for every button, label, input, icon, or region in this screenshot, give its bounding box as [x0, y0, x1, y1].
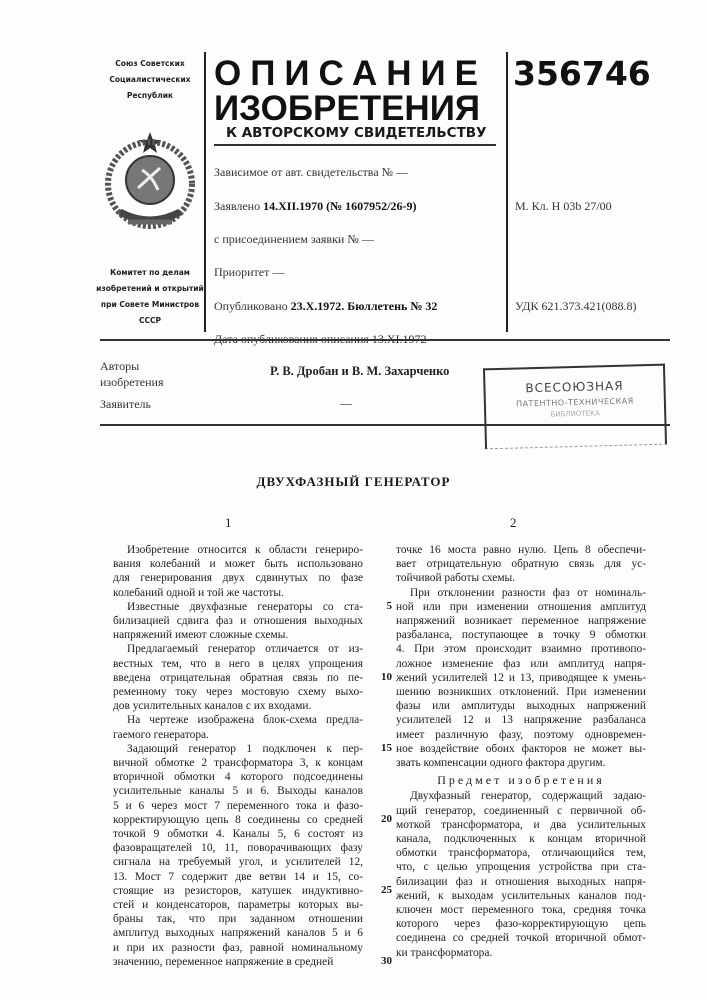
text-line: корректирующую цепь 8 соединены со средней: [113, 813, 363, 827]
stamp-line: ПАТЕНТНО-ТЕХНИЧЕСКАЯ: [486, 396, 664, 410]
text-line: жений усилителей 12 и 13, приводящее к умень-: [396, 671, 646, 685]
divider: [506, 52, 508, 332]
text-line: усилителей 12 и 13 напряжение разбаланса: [396, 713, 646, 727]
divider: [100, 339, 670, 341]
applicant-label: Заявитель: [100, 397, 151, 412]
text-line: дов усилительных каналов с их входами.: [113, 699, 363, 713]
text-line: введена отрицательная обратная связь по пе-: [113, 671, 363, 685]
line-number: 10: [376, 671, 392, 683]
author-names: Р. В. Дробан и В. М. Захарченко: [270, 364, 449, 379]
text-line: браны так, что при заданном отношении: [113, 912, 363, 926]
field-label: с присоединением заявки №: [214, 232, 359, 246]
column-number: 2: [510, 515, 517, 531]
line-number: 20: [376, 813, 392, 825]
field-label: Зависимое от авт. свидетельства №: [214, 165, 393, 179]
text-line: разбаланса, поступающее в точку 9 обмотки: [396, 628, 646, 642]
authors-label-line: изобретения: [100, 374, 163, 390]
text-line: вичной обмотке 2 трансформатора 3, к концам: [113, 756, 363, 770]
text-line: и при их разности фаз, равной номинальному: [113, 941, 363, 955]
text-line: звать компенсации одного фактора другим.: [396, 756, 646, 770]
field-joined: [214, 232, 374, 247]
org-bottom: [95, 265, 205, 329]
title-line-2: ИЗОБРЕТЕНИЯ: [214, 91, 480, 127]
org-line: при Совете Министров: [95, 297, 205, 313]
text-line: Предлагаемый генератор отличается от из-: [113, 642, 363, 656]
field-label: Заявлено: [214, 199, 260, 213]
text-line: точкой 9 обмотки 4. Каналы 5, 6 состоят из: [113, 827, 363, 841]
field-label: Опубликовано: [214, 299, 288, 313]
field-priority: [214, 265, 284, 280]
text-line: что, с целью упрощения устройства при ста-: [396, 860, 646, 874]
text-line: ки трансформатора.: [396, 946, 646, 960]
field-value: —: [396, 165, 408, 179]
text-line: гаемого генератора.: [113, 728, 363, 742]
field-label: Приоритет: [214, 265, 269, 279]
field-value: 14.XII.1970 (№ 1607952/26-9): [263, 199, 416, 213]
text-line: билизацией сдвига фаз и отношения выходных: [113, 614, 363, 628]
text-line: ное воздействие обоих факторов не может вы-: [396, 742, 646, 756]
text-line: 13. Мост 7 содержит две ветви 14 и 15, со-: [113, 870, 363, 884]
text-line: значению, переменное напряжение в средней: [113, 955, 363, 969]
text-line: сигнала на требуемый угол, и усилителей 12,: [113, 855, 363, 869]
text-line: тойчивой работы схемы.: [396, 571, 646, 585]
authors-label-line: Авторы: [100, 358, 163, 374]
patent-page: [0, 0, 707, 1000]
line-number: 25: [376, 884, 392, 896]
text-line: вестных тем, что в него в целях упрощения: [113, 657, 363, 671]
text-line: Изобретение относится к области генериро-: [113, 543, 363, 557]
library-stamp: [483, 364, 667, 450]
org-line: Социалистических: [95, 72, 205, 88]
text-line: вает отрицательную обратную связь для ус-: [396, 557, 646, 571]
text-line: ной или при изменении отношения амплитуд: [396, 600, 646, 614]
udk-label: УДК 621.373.421(088.8): [515, 299, 636, 314]
org-line: Республик: [95, 88, 205, 104]
text-line: ключен мост переменного тока, средняя точка: [396, 903, 646, 917]
patent-number: 356746: [513, 54, 651, 93]
text-line: вторичной обмотки 4 которого подсоединены: [113, 770, 363, 784]
authors-label: [100, 358, 163, 390]
title-line-1: ОПИСАНИЕ: [214, 56, 487, 92]
text-line: Задающий генератор 1 подключен к пер-: [113, 742, 363, 756]
divider: [214, 144, 496, 146]
field-value: —: [362, 232, 374, 246]
text-line: имеет различную фазу, поэтому одновремен-: [396, 728, 646, 742]
text-line: вания колебаний и может быть использовано: [113, 557, 363, 571]
line-number: 15: [376, 742, 392, 754]
field-filed: [214, 199, 417, 214]
text-line: шению возникших отклонений. При изменении: [396, 685, 646, 699]
field-published: [214, 299, 437, 314]
text-line: При отклонении разности фаз от номиналь-: [396, 586, 646, 600]
text-line: которого через фазо-корректирующую цепь: [396, 917, 646, 931]
column-2-text: [396, 543, 646, 960]
org-line: СССР: [95, 313, 205, 329]
subtitle: К АВТОРСКОМУ СВИДЕТЕЛЬСТВУ: [226, 125, 487, 141]
claims-heading: Предмет изобретения: [396, 773, 646, 787]
text-line: точке 16 моста равно нулю. Цепь 8 обеспечи-: [396, 543, 646, 557]
text-line: обмотки трансформатора, отличающийся тем,: [396, 846, 646, 860]
column-1-text: [113, 543, 363, 969]
line-number: 5: [376, 600, 392, 612]
column-number: 1: [225, 515, 232, 531]
org-line: Комитет по делам: [95, 265, 205, 281]
field-value: —: [272, 265, 284, 279]
text-line: ложное изменение фаз или амплитуд напря-: [396, 657, 646, 671]
stamp-line: БИБЛИОТЕКА: [486, 408, 664, 421]
class-label: М. Кл. Н 03b 27/00: [515, 199, 612, 214]
text-line: усилительные каналы 5 и 6. Выходы каналов: [113, 784, 363, 798]
text-line: щий генератор, соединенный с первичной об-: [396, 804, 646, 818]
stamp-line: ВСЕСОЮЗНАЯ: [485, 378, 663, 397]
document-title: ДВУХФАЗНЫЙ ГЕНЕРАТОР: [0, 474, 707, 490]
text-line: ременному току через мостовую схему выхо-: [113, 685, 363, 699]
text-line: канала, подключенных к концам вторичной: [396, 832, 646, 846]
org-top: [95, 56, 205, 104]
text-line: билизации фаз и отношения выходных напря-: [396, 875, 646, 889]
field-value: 23.X.1972. Бюллетень № 32: [291, 299, 438, 313]
text-line: напряжений имеют сложные схемы.: [113, 628, 363, 642]
text-line: стей и конденсаторов, параметры которых вы-: [113, 898, 363, 912]
text-line: жений, к выходам усилительных каналов под-: [396, 889, 646, 903]
text-line: 4. При этом происходит взаимно противопо-: [396, 642, 646, 656]
text-line: моткой трансформатора, и два усилительных: [396, 818, 646, 832]
text-line: для генерирования двух сдвинутых по фазе: [113, 571, 363, 585]
field-dependent: [214, 165, 408, 180]
ussr-emblem-icon: [100, 128, 200, 240]
text-line: амплитуд выходных напряжений каналов 5 и 6: [113, 926, 363, 940]
text-line: напряжений возникает переменное напряжение: [396, 614, 646, 628]
text-line: Двухфазный генератор, содержащий задаю-: [396, 789, 646, 803]
text-line: На чертеже изображена блок-схема предла-: [113, 713, 363, 727]
text-line: 5 и 6 через мост 7 переменного тока и фазо-: [113, 799, 363, 813]
org-line: Союз Советских: [95, 56, 205, 72]
org-line: изобретений и открытий: [95, 281, 205, 297]
text-line: колебаний одной и той же частоты.: [113, 586, 363, 600]
text-line: фазы или амплитуды выходных напряжений: [396, 699, 646, 713]
text-line: Известные двухфазные генераторы со ста-: [113, 600, 363, 614]
applicant-value: —: [340, 396, 352, 411]
line-number: 30: [376, 955, 392, 967]
text-line: фазовращателей 10, 11, поворачивающих фазу: [113, 841, 363, 855]
text-line: соединена со средней точкой вторичной обмот-: [396, 931, 646, 945]
divider: [204, 52, 206, 332]
text-line: стоящие из резисторов, катушек индуктивно-: [113, 884, 363, 898]
